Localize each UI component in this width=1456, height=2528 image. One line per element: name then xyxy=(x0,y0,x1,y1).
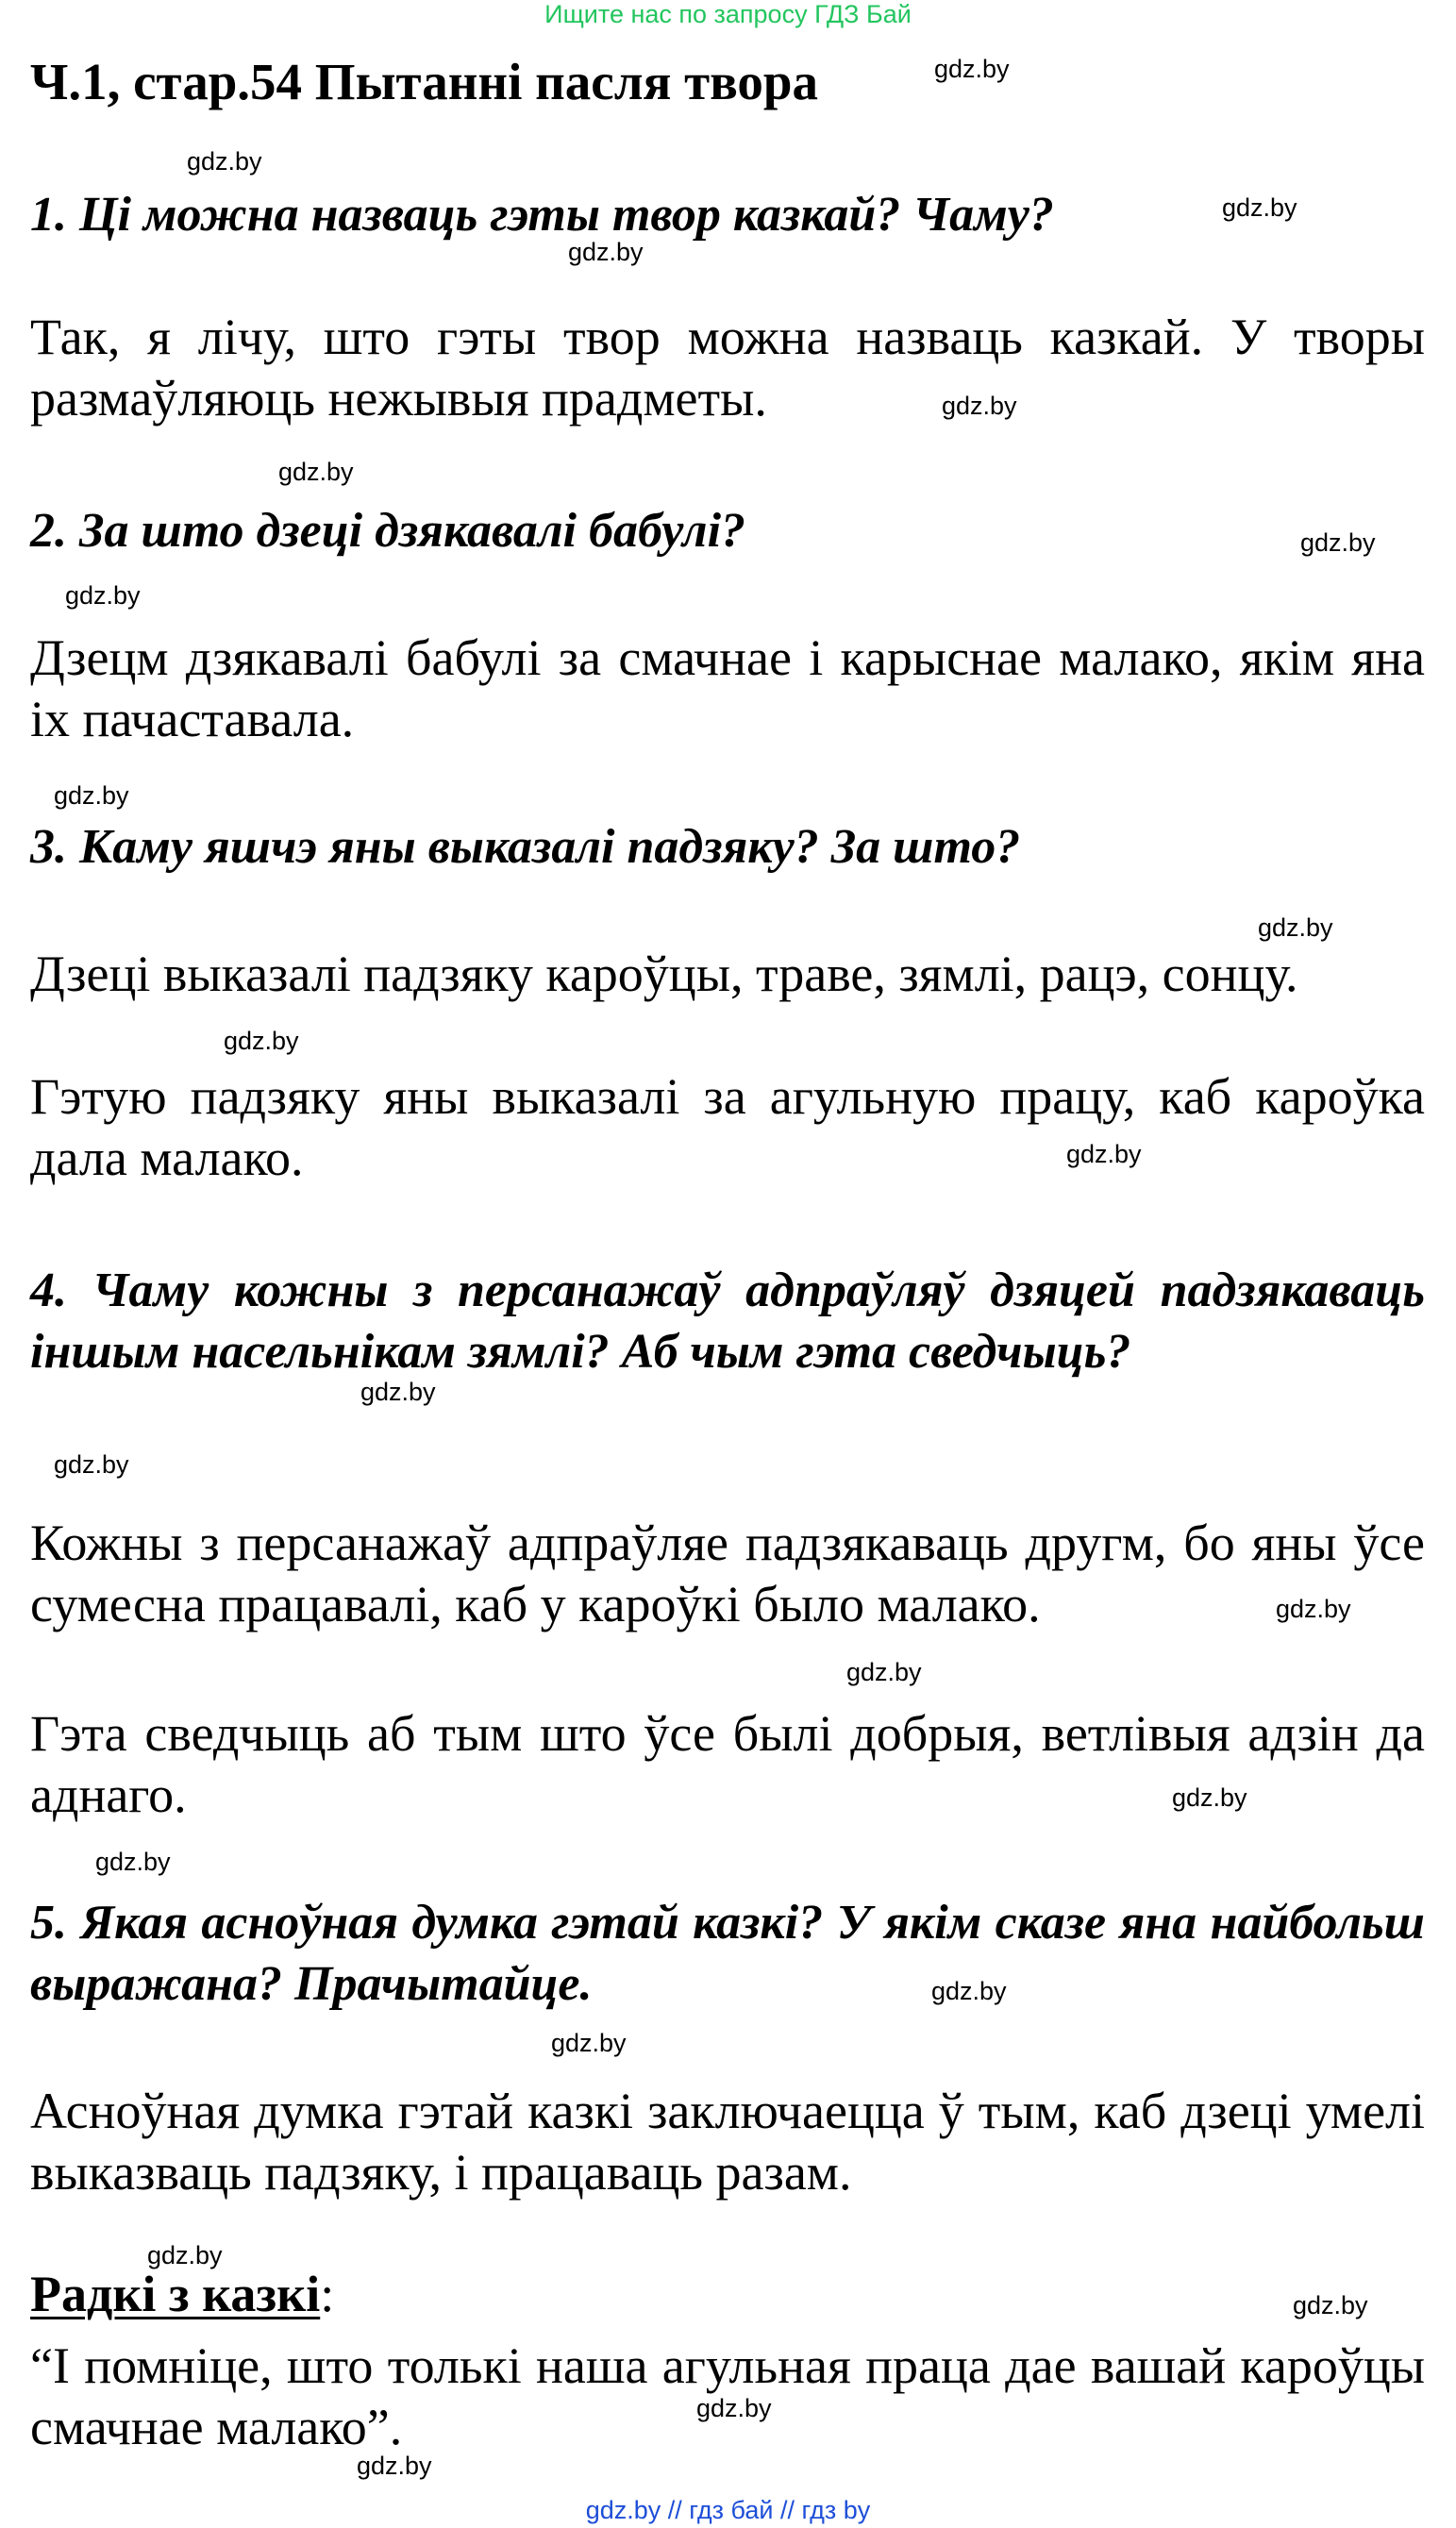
question-2: 2. За што дзеці дзякавалі бабулі? xyxy=(30,504,746,558)
answer-2: Дзецм дзякавалі бабулі за смачнае і карыснае малако, якім яна іх пачаставала. xyxy=(30,629,1425,747)
watermark: gdz.by xyxy=(1222,193,1297,222)
watermark: gdz.by xyxy=(846,1658,922,1686)
watermark: gdz.by xyxy=(931,1977,1007,2005)
excerpt-label-colon: : xyxy=(320,2266,335,2322)
watermark: gdz.by xyxy=(696,2394,772,2422)
watermark: gdz.by xyxy=(1276,1595,1351,1623)
watermark: gdz.by xyxy=(1293,2291,1368,2319)
excerpt-quote: “І помніце, што толькі наша агульная праца дае вашай кароўцы смачнае малако”. xyxy=(30,2337,1425,2455)
watermark: gdz.by xyxy=(65,581,141,610)
watermark: gdz.by xyxy=(1172,1783,1247,1812)
answer-4b: Гэта сведчыць аб тым што ўсе былі добрыя, ветлівыя адзін да аднаго. xyxy=(30,1705,1425,1823)
watermark: gdz.by xyxy=(360,1378,436,1406)
watermark: gdz.by xyxy=(147,2241,223,2269)
watermark: gdz.by xyxy=(54,781,129,810)
footer[interactable]: gdz.by // гдз бай // гдз by xyxy=(585,2496,871,2524)
top-banner[interactable]: Ищите нас по запросу ГДЗ Бай xyxy=(544,0,912,28)
watermark: gdz.by xyxy=(934,55,1010,83)
question-3: 3. Каму яшчэ яны выказалі падзяку? За што? xyxy=(30,820,1021,874)
question-1: 1. Ці можна назваць гэты твор казкай? Чаму? xyxy=(30,188,1054,242)
watermark: gdz.by xyxy=(942,392,1017,420)
watermark: gdz.by xyxy=(568,238,644,266)
watermark: gdz.by xyxy=(357,2452,432,2480)
watermark: gdz.by xyxy=(95,1848,171,1876)
watermark: gdz.by xyxy=(1066,1140,1142,1168)
excerpt-label-text: Радкі з казкі xyxy=(30,2266,321,2322)
excerpt-label xyxy=(30,2265,334,2323)
answer-4a: Кожны з персанажаў адпраўляе падзякаваць другм, бо яны ўсе сумесна працавалі, каб у кароўкі было малако. xyxy=(30,1515,1425,1632)
watermark: gdz.by xyxy=(1300,528,1376,557)
answer-3a: Дзеці выказалі падзяку кароўцы, траве, зямлі, рацэ, сонцу. xyxy=(30,946,1298,1002)
answer-5: Асноўная думка гэтай казкі заключаецца ў тым, каб дзеці умелі выказваць падзяку, і працаваць разам. xyxy=(30,2083,1425,2201)
question-4: 4. Чаму кожны з персанажаў адпраўляў дзяцей падзякаваць іншым насельнікам зямлі? Аб чым гэта сведчыць? xyxy=(30,1264,1425,1379)
page-title: Ч.1, стар.54 Пытанні пасля твора xyxy=(30,53,819,110)
watermark: gdz.by xyxy=(54,1450,129,1479)
watermark: gdz.by xyxy=(224,1027,299,1055)
answer-1: Так, я лічу, што гэты твор можна назваць казкай. У творы размаўляюць нежывыя прадметы. xyxy=(30,309,1425,427)
question-5: 5. Якая асноўная думка гэтай казкі? У якім сказе яна найбольш выражана? Прачытайце. xyxy=(30,1896,1425,2011)
watermark: gdz.by xyxy=(1258,913,1333,942)
answer-3b: Гэтую падзяку яны выказалі за агульную працу, каб кароўка дала малако. xyxy=(30,1068,1425,1186)
watermark: gdz.by xyxy=(551,2029,627,2057)
watermark: gdz.by xyxy=(278,458,354,486)
watermark: gdz.by xyxy=(187,147,262,176)
